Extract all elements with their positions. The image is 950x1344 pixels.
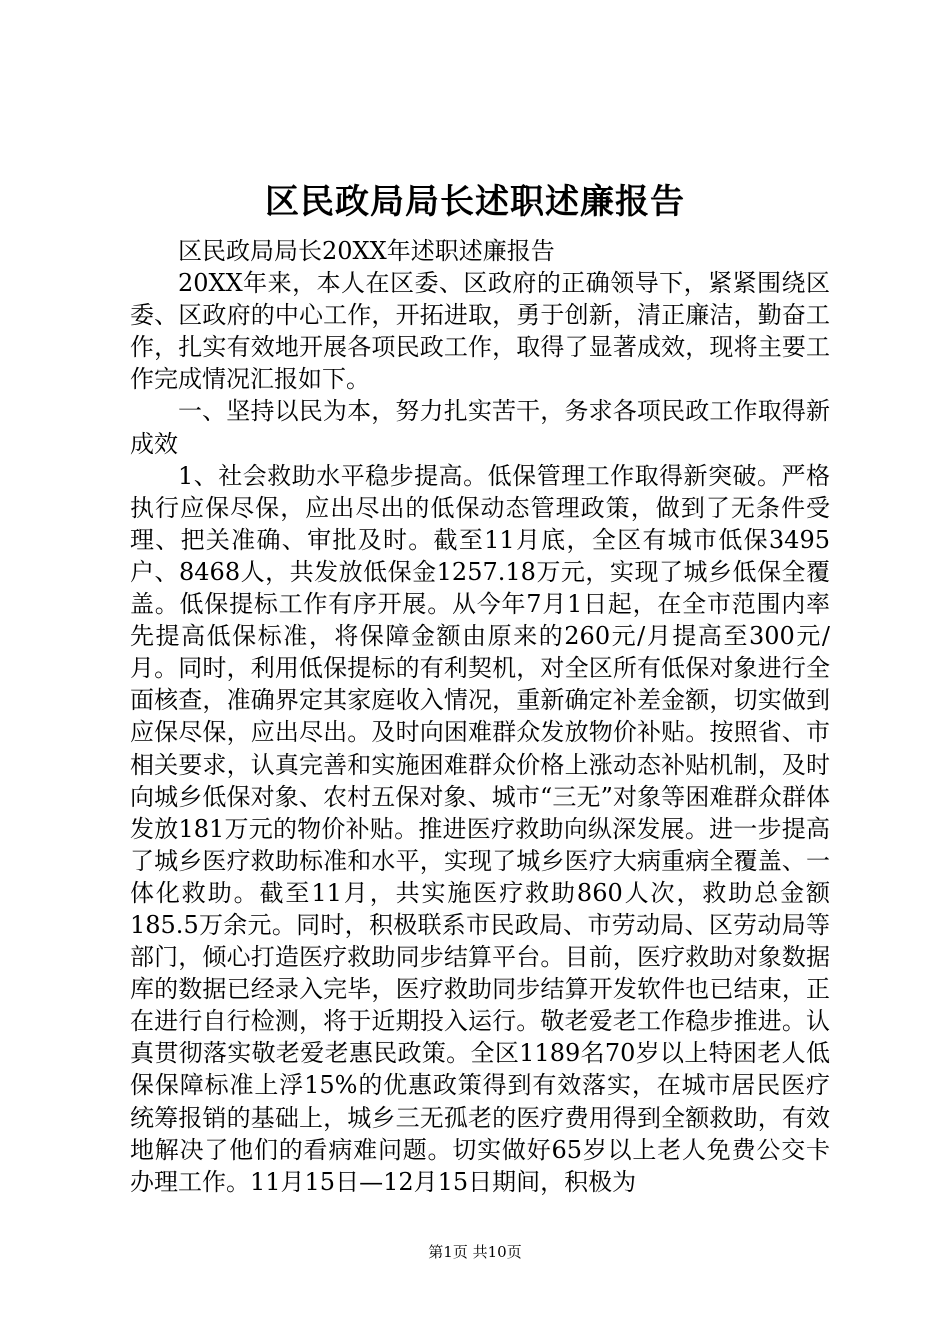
paragraph-section-heading: 一、坚持以民为本，努力扎实苦干，务求各项民政工作取得新成效 — [130, 397, 830, 458]
paragraph-social-assistance: 1、社会救助水平稳步提高。低保管理工作取得新突破。严格执行应保尽保，应出尽出的低保动态管理政策，做到了无条件受理、把关准确、审批及时。截至11月底，全区有城市低保3495户、8468人，共发放低保金1257.18万元，实现了城乡低保全覆盖。低保提标工作有序开展。从今年7月1日起，在全市范围内率先提高低保标准，将保障金额由原来的260元/月提高至300元/月。同时，利用低保提标的有利契机，对全区所有低保对象进行全面核查，准确界定其家庭收入情况，重新确定补差金额，切实做到应保尽保，应出尽出。及时向困难群众发放物价补贴。按照省、市相关要求，认真完善和实施困难群众价格上涨动态补贴机制，及时向城乡低保对象、农村五保对象、城市“三无”对象等困难群众群体发放181万元的物价补贴。推进医疗救助向纵深发展。进一步提高了城乡医疗救助标准和水平，实现了城乡医疗大病重病全覆盖、一体化救助。截至11月，共实施医疗救助860人次，救助总金额185.5万余元。同时，积极联系市民政局、市劳动局、区劳动局等部门，倾心打造医疗救助同步结算平台。目前，医疗救助对象数据库的数据已经录入完毕，医疗救助同步结算开发软件也已结束，正在进行自行检测，将于近期投入运行。敬老爱老工作稳步推进。认真贯彻落实敬老爱老惠民政策。全区1189名70岁以上特困老人低保保障标准上浮15%的优惠政策得到有效落实，在城市居民医疗统筹报销的基础上，城乡三无孤老的医疗费用得到全额救助，有效地解决了他们的看病难问题。切实做好65岁以上老人免费公交卡办理工作。11月15日—12月15日期间，积极为 — [130, 461, 830, 1196]
document-title: 区民政局局长述职述廉报告 — [265, 182, 685, 222]
document-body — [130, 235, 830, 1198]
page-footer: 第1页 共10页 — [428, 1243, 522, 1261]
paragraph-intro: 20XX年来，本人在区委、区政府的正确领导下，紧紧围绕区委、区政府的中心工作，开拓进取，勇于创新，清正廉洁，勤奋工作，扎实有效地开展各项民政工作，取得了显著成效，现将主要工作完成情况汇报如下。 — [130, 269, 830, 394]
paragraph-subtitle: 区民政局局长20XX年述职述廉报告 — [178, 237, 555, 265]
